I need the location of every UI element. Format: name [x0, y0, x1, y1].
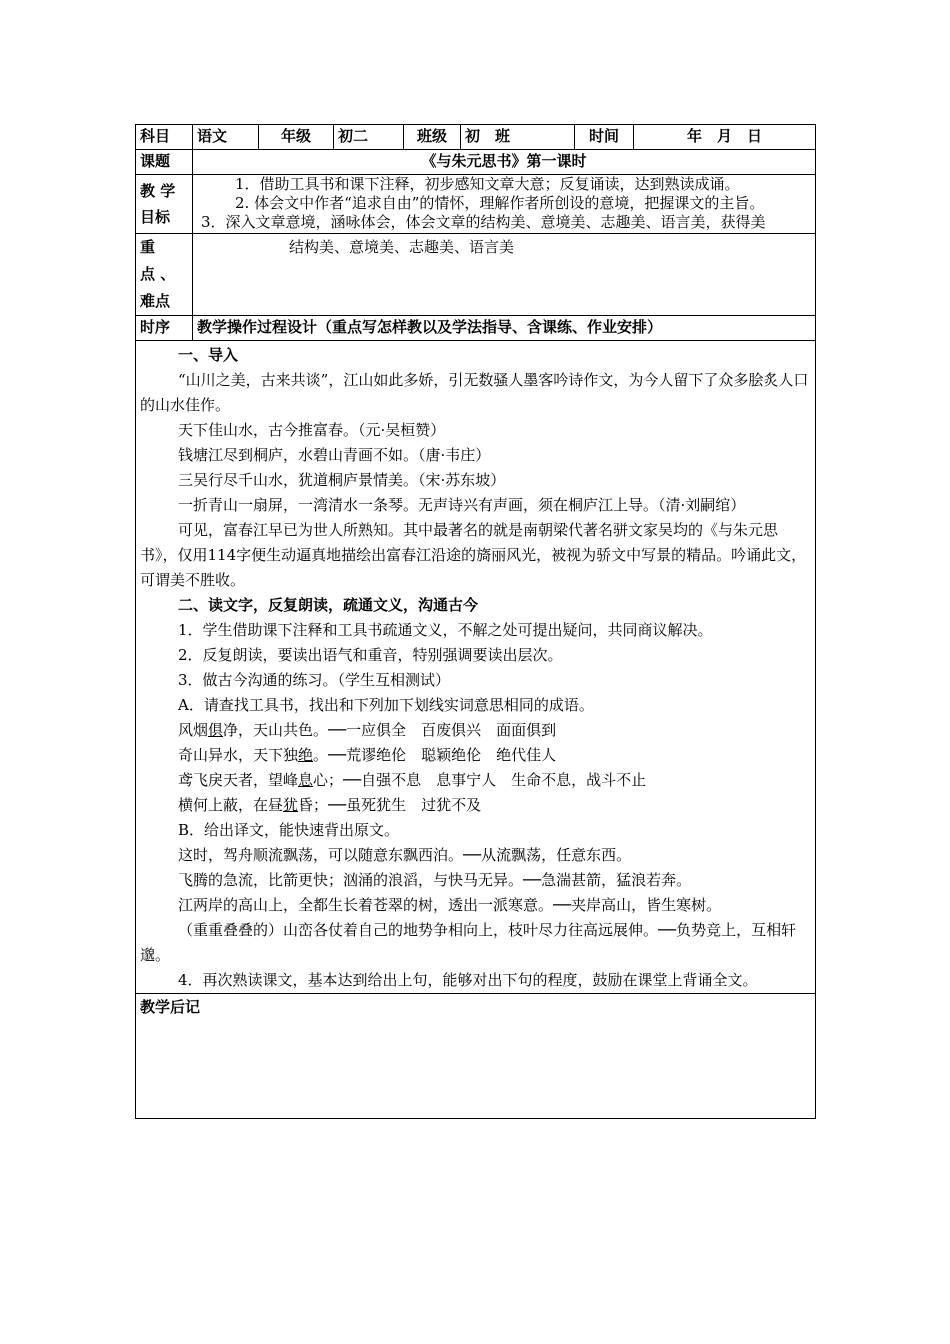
objectives-content [193, 175, 816, 234]
underlined-word: 绝 [298, 746, 314, 764]
subject-label: 科目 [136, 125, 193, 150]
exercise-text: 心；──自强不息 息事宁人 生命不息，战斗不止 [313, 771, 647, 789]
postscript-label: 教学后记 [136, 994, 816, 1119]
step-line: 1．学生借助课下注释和工具书疏通文义，不解之处可提出疑问，共同商议解决。 [178, 621, 713, 639]
key-points-label-line-3: 难点 [140, 292, 171, 310]
seq-label: 时序 [136, 316, 193, 341]
topic-value: 《与朱元思书》第一课时 [193, 150, 816, 175]
postscript-row [136, 994, 816, 1119]
key-points-label-line-1: 重 [140, 238, 156, 256]
objectives-label-line-2: 目标 [140, 208, 171, 226]
quote-line: 钱塘江尽到桐庐，水碧山青画不如。（唐·韦庄） [178, 446, 491, 464]
key-points-label [136, 234, 193, 316]
class-label: 班级 [404, 125, 461, 150]
quote-line: 三吴行尽千山水，犹道桐庐景情美。（宋·苏东坡） [178, 471, 506, 489]
quote-line: 一折青山一扇屏，一湾清水一条琴。无声诗兴有声画，须在桐庐江上导。（清·刘嗣绾） [178, 496, 746, 514]
grade-label: 年级 [259, 125, 334, 150]
objectives-label-line-1: 教 学 [140, 182, 176, 200]
process-header-row [136, 316, 816, 341]
exercise-text: 横何上蔽，在昼 [178, 796, 284, 814]
time-value: 年 月 日 [634, 125, 816, 150]
section-heading: 一、导入 [178, 346, 239, 364]
underlined-word: 犹 [283, 796, 299, 814]
translation-line: （重重叠叠的）山峦各仗着自己的地势争相向上，枝叶尽力往高远展伸。──负势竞上，互相轩邈。 [140, 921, 797, 964]
section-heading: 二、读文字，反复朗读，疏通文义，沟通古今 [178, 596, 479, 614]
step-line: 3．做古今沟通的练习。（学生互相测试） [178, 671, 451, 689]
quote-line: 天下佳山水，古今推富春。（元·吴桓赞） [178, 421, 446, 439]
time-label: 时间 [575, 125, 634, 150]
step-line: A．请查找工具书，找出和下列加下划线实词意思相同的成语。 [178, 696, 594, 714]
process-content-row [136, 341, 816, 994]
underlined-word: 息 [298, 771, 314, 789]
step-line: 2．反复朗读，要读出语气和重音，特别强调要读出层次。 [178, 646, 563, 664]
underlined-word: 俱 [208, 721, 224, 739]
objectives-label [136, 175, 193, 234]
objectives-row [136, 175, 816, 234]
step-line: 4．再次熟读课文，基本达到给出上句，能够对出下句的程度，鼓励在课堂上背诵全文。 [178, 971, 758, 989]
exercise-text: 。──荒谬绝伦 聪颖绝伦 绝代佳人 [313, 746, 557, 764]
key-points-value: 结构美、意境美、志趣美、语言美 [193, 234, 816, 316]
exercise-text: 净，天山共色。──一应俱全 百废俱兴 面面俱到 [223, 721, 557, 739]
grade-value: 初二 [334, 125, 404, 150]
objective-item: 3．深入文章意境，涵咏体会，体会文章的结构美、意境美、志趣美、语言美，获得美 [201, 213, 766, 231]
exercise-text: 鸢飞戾天者，望峰 [178, 771, 299, 789]
subject-value: 语文 [193, 125, 259, 150]
topic-row [136, 150, 816, 175]
lesson-plan-page [135, 124, 815, 1119]
exercise-text: 昏；──虽死犹生 过犹不及 [298, 796, 482, 814]
key-points-label-line-2: 点 、 [140, 265, 176, 283]
exercise-text: 奇山异水，天下独 [178, 746, 299, 764]
step-line: B．给出译文，能快速背出原文。 [178, 821, 400, 839]
key-points-row [136, 234, 816, 316]
exercise-line [140, 793, 811, 818]
exercise-line [140, 718, 811, 743]
exercise-line [140, 768, 811, 793]
class-value: 初 班 [461, 125, 575, 150]
paragraph: 可见，富春江早已为世人所熟知。其中最著名的就是南朝梁代著名骈文家吴均的《与朱元思书》，仅用114字便生动逼真地描绘出富春江沿途的旖丽风光，被视为骄文中写景的精品。吟诵此文，可谓美不胜收。 [140, 521, 807, 589]
translation-line: 这时，驾舟顺流飘荡，可以随意东飘西泊。──从流飘荡，任意东西。 [178, 846, 632, 864]
topic-label: 课题 [136, 150, 193, 175]
process-content [136, 341, 816, 994]
translation-line: 飞腾的急流，比箭更快；汹涌的浪滔，与快马无异。──急湍甚箭，猛浪若奔。 [178, 871, 692, 889]
lesson-plan-table [135, 124, 816, 1119]
exercise-text: 风烟 [178, 721, 209, 739]
objective-item: 1．借助工具书和课下注释，初步感知文章大意；反复诵读，达到熟读成诵。 [235, 175, 740, 193]
header-row [136, 125, 816, 150]
paragraph: “山川之美，古来共谈”，江山如此多娇，引无数骚人墨客吟诗作文，为今人留下了众多脍炙人口的山水佳作。 [140, 371, 809, 414]
translation-line: 江两岸的高山上，全都生长着苍翠的树，透出一派寒意。──夹岸高山，皆生寒树。 [178, 896, 722, 914]
objective-item: 2. 体会文中作者“追求自由”的情怀，理解作者所创设的意境，把握课文的主旨。 [235, 194, 765, 212]
design-label: 教学操作过程设计（重点写怎样教以及学法指导、含课练、作业安排） [193, 316, 816, 341]
exercise-line [140, 743, 811, 768]
